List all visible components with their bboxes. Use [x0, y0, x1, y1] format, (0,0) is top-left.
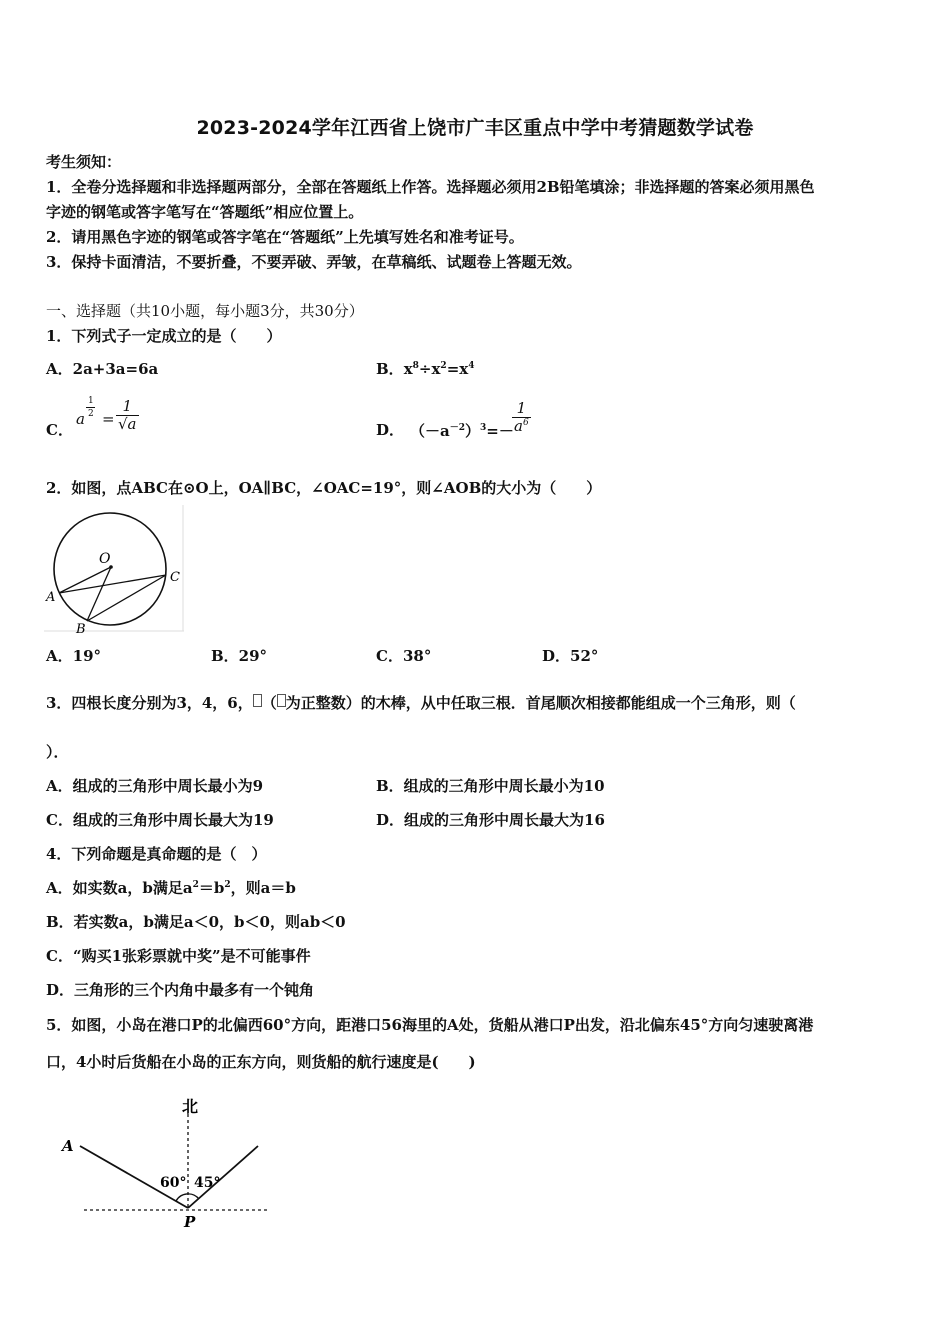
notice-line-2: 2．请用黑色字迹的钢笔或答字笔在“答题纸”上先填写姓名和准考证号。	[46, 228, 524, 246]
q5-stem-line-2: 口，4小时后货船在小岛的正东方向，则货船的航行速度是( )	[46, 1053, 476, 1071]
q4-option-d: D．三角形的三个内角中最多有一个钝角	[46, 981, 315, 999]
q4-option-b: B．若实数a，b满足a＜0，b＜0，则ab＜0	[46, 913, 346, 931]
q3-option-a: A．组成的三角形中周长最小为9	[46, 777, 264, 795]
q2-option-d: D．52°	[542, 647, 599, 665]
q2-option-b: B．29°	[211, 647, 268, 665]
q1-option-d-formula: $(-a^{-2})^3=-$ $\frac{1}{a^6}$	[410, 399, 529, 440]
notice-line-1b: 字迹的钢笔或答字笔写在“答题纸”相应位置上。	[46, 203, 364, 221]
q1-option-b: B．$x^8\div x^2=x^4$	[376, 360, 475, 378]
q1-option-a: A．2a+3a=6a	[46, 360, 159, 378]
notice-line-3: 3．保持卡面清洁，不要折叠，不要弄破、弄皱，在草稿纸、试题卷上答题无效。	[46, 253, 582, 271]
label-a: A	[62, 1137, 74, 1155]
label-north: 北	[182, 1097, 199, 1116]
q5-bearing-figure	[60, 1090, 275, 1230]
q4-option-a: A．如实数a，b满足$a^2=b^2$，则a＝b	[46, 879, 296, 897]
q3-option-d: D．组成的三角形中周长最大为16	[376, 811, 605, 829]
q2-option-c: C．38°	[376, 647, 432, 665]
notice-line-1a: 1．全卷分选择题和非选择题两部分，全部在答题纸上作答。选择题必须用2B铅笔填涂；非选择题的答案必须用黑色	[46, 178, 815, 196]
segment-ob	[87, 567, 111, 621]
missing-glyph-icon	[253, 694, 262, 707]
label-p: P	[184, 1213, 196, 1230]
label-angle-45: 45°	[194, 1175, 221, 1191]
q1-option-d-label: D．	[376, 421, 405, 439]
q5-stem-line-1: 5．如图，小岛在港口P的北偏西60°方向，距港口56海里的A处，货船从港口P出发，沿北偏东45°方向匀速驶离港	[46, 1016, 814, 1034]
q4-option-c: C．“购买1张彩票就中奖”是不可能事件	[46, 947, 311, 965]
label-a: A	[46, 590, 56, 605]
q3-stem-end: ）．	[46, 743, 69, 761]
q1-option-c-label: C．	[46, 421, 73, 439]
q3-stem: 3．四根长度分别为3，4，6， （ 为正整数）的木棒，从中任取三根．首尾顺次相接都能组成一个三角形，则（	[46, 694, 796, 712]
page-title: 2023-2024学年江西省上饶市广丰区重点中学中考猜题数学试卷	[196, 117, 754, 139]
label-o: O	[99, 551, 111, 567]
q2-circle-figure	[44, 505, 186, 633]
label-c: C	[170, 570, 180, 585]
q1-stem: 1．下列式子一定成立的是（ ）	[46, 327, 282, 345]
q4-stem: 4．下列命题是真命题的是（ ）	[46, 845, 267, 863]
q3-option-b: B．组成的三角形中周长最小为10	[376, 777, 605, 795]
q2-stem: 2．如图，点ABC在⊙O上，OA∥BC，∠OAC=19°，则∠AOB的大小为（ ）	[46, 479, 602, 497]
missing-glyph-icon	[277, 694, 286, 707]
exam-page: 2023-2024学年江西省上饶市广丰区重点中学中考猜题数学试卷 考生须知： 1．全卷分选择题和非选择题两部分，全部在答题纸上作答。选择题必须用2B铅笔填涂；非选择题的答案必须用黑色 字迹的钢笔或答字笔写在“答题纸”相应位置上。 2．请用黑色字迹的钢笔或答字笔在“答题纸”上先填写姓名和准考证号。 3．保持卡面清洁，不要折叠，不要弄破、弄皱，在草稿纸、试题卷上答题无效。 一、选择题（共10小题，每小题3分，共30分） 1．下列式子一定成立的是（ ） A．2a+3a=6a B．$x^8\div x^2=x^4$ C． a 1 2 = $\frac{1}{√a}$ D． $(-a^{-2})^3=-$ $\frac{1}{a^6}$ 2．如图，点ABC在⊙O上，OA∥BC，∠OAC=19°，则∠AOB的大小为（ ） O A B C A．19° B．29° C．38° D．52° 3．四根长度分别为3，4，6， （ 为正整数）的木棒，从中任取三根．首尾顺次相接都能组成一个三角形，则（ ）． A．组成的三角形中周长最小为9 B．组成的三角形中周长最小为10 C．组成的三角形中周长最大为19 D．组成的三角形中周长最大为16 4．下列命题是真命题的是（ ） A．如实数a，b满足$a^2=b^2$，则a＝b B．若实数a，b满足a＜0，b＜0，则ab＜0 C．“购买1张彩票就中奖”是不可能事件 D．三角形的三个内角中最多有一个钝角 5．如图，小岛在港口P的北偏西60°方向，距港口56海里的A处，货船从港口P出发，沿北偏东45°方向匀速驶离港 口，4小时后货船在小岛的正东方向，则货船的航行速度是( ) 北 A P 60° 45°	[0, 0, 950, 1344]
section-heading: 一、选择题（共10小题，每小题3分，共30分）	[46, 302, 364, 320]
label-angle-60: 60°	[160, 1175, 187, 1191]
q2-option-a: A．19°	[46, 647, 102, 665]
label-b: B	[76, 622, 86, 633]
notice-heading: 考生须知：	[46, 153, 122, 171]
q3-option-c: C．组成的三角形中周长最大为19	[46, 811, 274, 829]
